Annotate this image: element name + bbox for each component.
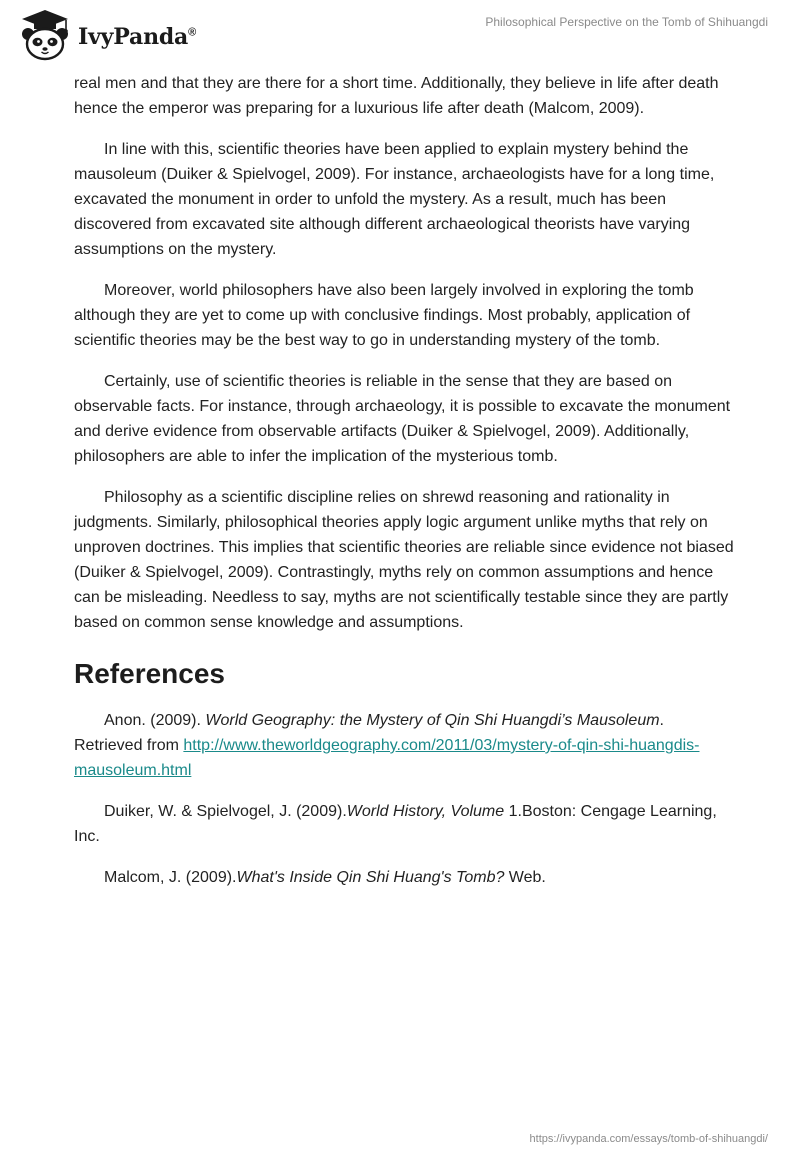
paragraph: Certainly, use of scientific theories is reliable in the sense that they are based on observable facts. For instance, through archaeology, it is possible to excavate the monument and derive evidence from observable artifacts (Duiker & Spielvogel, 2009). Additionally, philosophers are able to infer the implication of the mysterious tomb. [74, 373, 731, 465]
reference-title: World Geography: the Mystery of Qin Shi Huangdi’s Mausoleum [205, 712, 660, 729]
reference-title: World History, Volume [346, 803, 505, 820]
paragraph: Philosophy as a scientific discipline relies on shrewd reasoning and rationality in judgments. Similarly, philosophical theories apply logic argument unlike myths that rely on unproven doctrines. This implies that scientific theories are reliable since evidence not biased (Duiker & Spielvogel, 2009). Contrastingly, myths rely on common assumptions and hence can be misleading. Needless to say, myths are not scientifically testable since they are partly based on common sense knowledge and assumptions. [74, 489, 734, 631]
registered-mark: ® [188, 26, 197, 39]
panda-logo-icon [14, 8, 76, 62]
references-heading: References [74, 658, 225, 689]
reference-item: Duiker, W. & Spielvogel, J. (2009).World History, Volume 1.Boston: Cengage Learning, Inc. [74, 803, 717, 845]
reference-item: Malcom, J. (2009).What's Inside Qin Shi Huang's Tomb? Web. [104, 869, 546, 886]
paragraph: real men and that they are there for a short time. Additionally, they believe in life after death hence the emperor was preparing for a luxurious life after death (Malcom, 2009). [74, 75, 719, 117]
document-title: Philosophical Perspective on the Tomb of Shihuangdi [485, 15, 768, 29]
reference-item: Anon. (2009). World Geography: the Mystery of Qin Shi Huangdi’s Mausoleum. Retrieved from http://www.theworldgeography.com/2011/03/mystery-of-qin-shi-huangdis-mausoleum.html [74, 712, 700, 779]
logo-text: IvyPanda® [78, 24, 197, 50]
reference-link[interactable]: http://www.theworldgeography.com/2011/03/mystery-of-qin-shi-huangdis-mausoleum.html [74, 737, 700, 779]
footer-url: https://ivypanda.com/essays/tomb-of-shihuangdi/ [529, 1133, 768, 1145]
page-header [0, 0, 800, 70]
paragraph: In line with this, scientific theories have been applied to explain mystery behind the mausoleum (Duiker & Spielvogel, 2009). For instance, archaeologists have for a long time, excavated the monument in order to unfold the mystery. As a result, much has been discovered from excavated site although different archaeological theorists have varying assumptions on the mystery. [74, 141, 715, 258]
reference-title: What's Inside Qin Shi Huang's Tomb? [236, 869, 505, 886]
ivypanda-logo[interactable] [14, 8, 196, 62]
essay-content [74, 71, 734, 906]
paragraph: Moreover, world philosophers have also been largely involved in exploring the tomb although they are yet to come up with conclusive findings. Most probably, application of scientific theories may be the best way to go in understanding mystery of the tomb. [74, 282, 694, 349]
